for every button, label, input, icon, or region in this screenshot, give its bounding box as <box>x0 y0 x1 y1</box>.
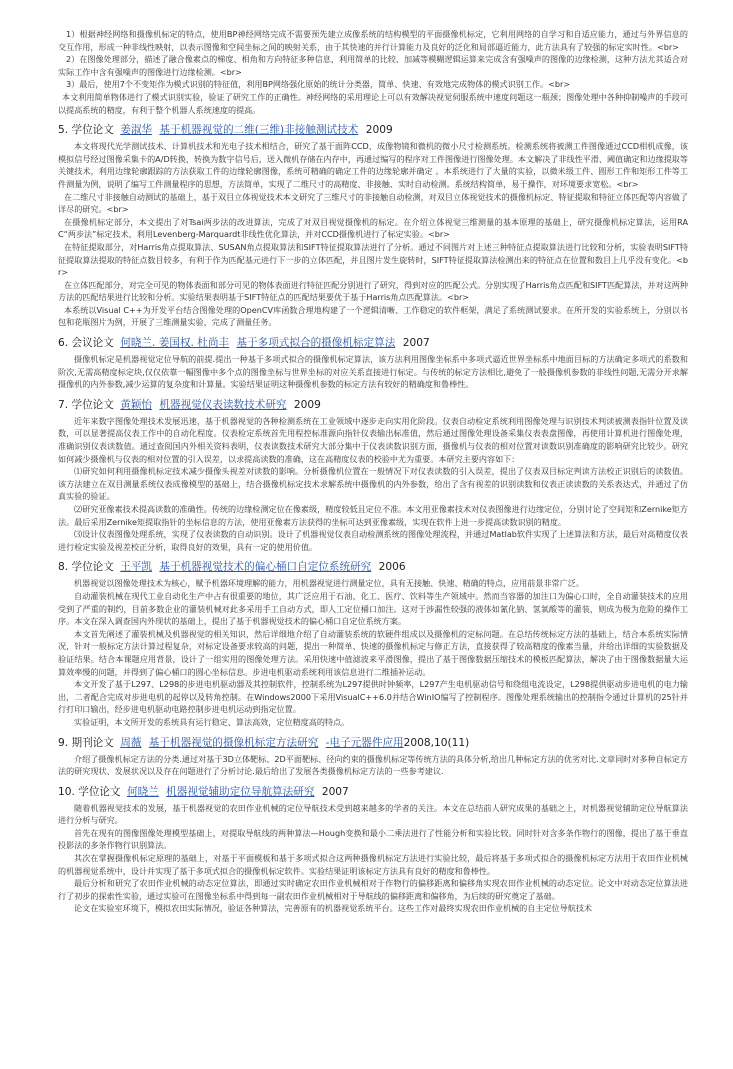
title-link[interactable]: 基于机器视觉技术的偏心桶口自定位系统研究 <box>159 561 372 574</box>
title-link[interactable]: 基于多项式拟合的摄像机标定算法 <box>236 337 396 350</box>
abstract-paragraph: 实验证明，本文所开发的系统具有运行稳定、算法高效，定位精度高的特点。 <box>74 716 350 727</box>
entry-number: 10. <box>58 785 75 798</box>
entry-title <box>58 736 688 750</box>
title-link[interactable]: 基于机器视觉的二维(三维)非接触测试技术 <box>159 124 359 137</box>
entry-number: 5. <box>58 124 69 137</box>
author-link[interactable]: 姜淑华 <box>120 124 153 137</box>
entry-type: 期刊论文 <box>71 736 114 749</box>
entry-number: 6. <box>58 337 69 350</box>
author-link[interactable]: 王平凯 <box>120 561 153 574</box>
intro-paragraph: 本文利用简单物体进行了模式识别实验，验证了研究工作的正确性。神经网络的采用理论上可以有效解决视觉伺服系统中速度问题这一瓶颈；图像处理中各种抑制噪声的手段可以提高系统的精度，有利于整个机器人系统速度的提高。 <box>58 91 688 115</box>
document-page <box>58 28 688 915</box>
title-link[interactable]: 机器视觉仪表读数技术研究 <box>159 398 287 411</box>
intro-paragraph: 2）在图像处理部分，描述了融合像素点的梯度、相角和方向特征多种信息，利用简单的比较、加减等模糊逻辑运算来完成含有强噪声的图像的边缘检测，这种方法尤其适合对实际工作中含有强噪声的图像进行边缘检测。<br> <box>58 54 688 77</box>
entry-number: 7. <box>58 398 69 411</box>
author-link[interactable]: 周薇 <box>120 736 142 749</box>
abstract-paragraph: 在立体匹配部分，对完全可见的物体表面和部分可见的物体表面进行特征匹配分别进行了研究，得到对应的匹配公式。分别实现了Harris角点匹配和SIFT匹配算法，并对这两种方法的匹配结果进行比较和分析。实验结果表明基于SIFT特征点的匹配结果要优于基于Harris角点匹配算法。<br> <box>58 279 688 303</box>
abstract-paragraph: 首先在现有的图像图像处理模型基础上，对提取导航线的两种算法—Hough变换和最小二乘法进行了性能分析和实验比较。同时针对含多条作物行的图像，提出了基于垂直投影法的多条作物行识别算法。 <box>58 827 688 851</box>
entry-number: 8. <box>58 561 69 574</box>
entry-type: 学位论文 <box>71 561 114 574</box>
abstract-paragraph: ⑴研究如何利用摄像机标定技术减少摄像头视差对读数的影响。分析摄像机位置在一般情况下对仪表读数的引入误差，提出了仪表双目标定判读方法校正识别后的读数值。该方法建立在双目测量系统仪表成像模型的基础上，结合摄像机标定技术求解系统中摄像机的内外参数，给出了含有视差的识别读数和仪表正读读数的关系表达式，并通过了仿真实验的验证。 <box>58 466 688 502</box>
entry-number: 9. <box>58 736 69 749</box>
entry-type: 会议论文 <box>71 337 114 350</box>
entry-year: 2008,10(11) <box>403 736 470 749</box>
abstract-paragraph: 本文首先阐述了灌装机械及机器视觉的相关知识，然后详细地介绍了自动灌装系统的软硬件组成以及摄像机的定标问题。在总结传统标定方法的基础上，结合本系统实际情况，针对一般标定方法计算过程复杂，对标定设备要求较高的问题，提出一种简单、快速的摄像机标定与修正方法，直接获得了较高精度的像素当量，并给出详细的实验数据及验证结果。结合本课题应用背景，设计了一组实用的图像处理方法。采用快速中值滤波来平滑图像，提出了基于图像数据压缩技术的模板匹配算法，解决了由于图像数据量大运算效率慢的问题，并得到了偏心桶口的圆心坐标信息。步进电机驱动系统利用该信息进行二维插补运动。 <box>58 628 688 677</box>
title-link[interactable]: 机器视觉辅助定位导航算法研究 <box>166 785 315 798</box>
abstract-paragraph: 本系统以Visual C++为开发平台结合图像处理的OpenCV库函数合理地构建了一个逻辑清晰、工作稳定的软件框架，满足了系统测试要求。在所开发的实验系统上，分别以书包和花瓶图片为例，开展了三维测量实验，完成了测量任务。 <box>58 304 688 328</box>
entry-year: 2009 <box>365 124 393 137</box>
intro-section <box>58 28 688 116</box>
entry-year: 2007 <box>321 785 349 798</box>
abstract-paragraph: 自动灌装机械在现代工业自动化生产中占有很重要的地位，其广泛应用于石油、化工、医疗、饮料等生产领域中。然而当容器的加注口为偏心口时，全自动灌装技术的应用受到了严重的制约，目前多数企业的灌装机械对此多采用手工自动方式，即人工定位桶口加注。这对于涉漏性较强的液体如氰化钠、氢氧酸等的灌装，则成为极为危险的操作工序。本文在深入调查国内外现状的基础上，提出了基于机器视觉技术的偏心桶口自定位系统方案。 <box>58 590 688 627</box>
entry-year: 2006 <box>378 561 406 574</box>
entry-type: 学位论文 <box>71 124 114 137</box>
abstract-paragraph: 本文将现代光学测试技术、计算机技术和光电子技术相结合，研究了基于面阵CCD、成像物镜和微机的微小尺寸检测系统。检测系统将被测工件图像通过CCD相机成像，该模拟信号经过图像采集卡的A/D转换，转换为数字信号后，送入微机存储在内存中，再通过编写的程序对工件图像进行图像处理。本文解决了非线性平滑、阈值确定和边缘提取等关键技术，利用边缘轮廓跟踪的方法获取工件的边缘轮廓图像，系统可精确的确定工件的边缘轮廓并确定 。本系统进行了大量的实验，以微米级工件、圆形工件和矩形工件等工件测量为例，说明了编写工件测量程序的思想，方法简单，实现了二维尺寸的高精度、非接触、实时自动检测。系统结构简单，易于操作，对环境要求宽松。<br> <box>58 141 688 189</box>
intro-paragraph: 3）最后，使用7个不变矩作为模式识别的特征值，利用BP网络强化原始的统计分类器，简单、快速、有效地完成物体的模式识别工作。<br> <box>66 79 571 90</box>
source-link[interactable]: -电子元器件应用 <box>325 736 404 749</box>
reference-entry-6 <box>58 336 688 391</box>
abstract-paragraph: 机器视觉以图像处理技术为核心，赋予机器环境理解的能力，用机器视觉进行测量定位，具有无接触、快速、精确的特点，应用前景非常广泛。 <box>74 578 584 589</box>
abstract-paragraph: 本文开发了基于L297、L298的步进电机驱动器及其控制软件，控制系统为L297提供时钟频率，L297产生电机驱动信号和绕组电流设定，L298提供驱动步进电机的电力输出，二者配合完成对步进电机的起停以及转角控制。在Windows2000下采用VisualC++6.0并结合WinIO编写了控制程序。图像处理系统输出的控制指令通过计算机的25针并行打印口输出，经步进电机驱动电路控制步进电机运动到指定位置。 <box>58 679 688 715</box>
entry-title <box>58 560 688 574</box>
reference-entry-5 <box>58 123 688 329</box>
abstract-paragraph: 摄像机标定是机器视觉定位导航的前提.提出一种基于多项式拟合的摄像机标定算法，该方法利用图像坐标系中多项式逼近世界坐标系中地面目标的方法确定多项式的系数和阶次,无需高精度标定块,仅仅依靠一幅图像中多个点的图像坐标与世界坐标的对应关系直接进行标定。与传统的标定方法相比,避免了一般摄像机参数的非线性问题,无需分开求解摄像机的内外参数,减少运算的复杂度和计算量。实验结果证明这种摄像机参数的标定方法有较好的精确度和鲁棒性。 <box>58 354 688 390</box>
entry-year: 2009 <box>293 398 321 411</box>
entry-year: 2007 <box>402 337 430 350</box>
abstract-paragraph: 介绍了摄像机标定方法的分类.通过对基于3D立体靶标、2D平面靶标、径向约束的摄像机标定等传统方法的具体分析,给出几种标定方法的优劣对比.文章同时对多种自标定方法的研究现状、发展状况以及存在问题进行了分析讨论.最后给出了发展各类摄像机标定方法的一些参考建议. <box>58 753 688 777</box>
entry-title <box>58 785 688 799</box>
entry-type: 学位论文 <box>71 398 114 411</box>
abstract-paragraph: 在特征提取部分，对Harris角点提取算法、SUSAN角点提取算法和SIFT特征提取算法进行了分析。通过不同图片对上述三种特征点提取算法进行比较和分析，实验表明SIFT特征提取算法提取的特征点数目较多，有利于作为匹配基元进行下一步的立体匹配，并且图片发生旋转时，SIFT特征提取算法检测出来的特征点在位置和数目上几乎没有变化。<br> <box>58 241 688 278</box>
abstract-paragraph: 随着机器视觉技术的发展，基于机器视觉的农田作业机械的定位导航技术受到越来越多的学者的关注。本文在总结前人研究成果的基础之上，对机器视觉辅助定位导航算法进行分析与研究。 <box>58 802 688 826</box>
intro-paragraph: 1）根据神经网络和摄像机标定的特点，使用BP神经网络完成不需要预先建立成像系统的结构模型的平面摄像机标定，它利用网络的自学习和自适应能力，通过与外界信息的交互作用，形成一种非线性映射，以表示图像和空间坐标之间的映射关系，由于其快速的并行计算能力及良好的泛化和局部逼近能力，此方法具有了较强的标定实时性。<br> <box>58 29 688 52</box>
entry-title <box>58 123 688 137</box>
abstract-paragraph: 在二维尺寸非接触自动测试的基础上，基于双目立体视觉技术本文研究了三维尺寸的非接触自动检测，对双目立体视觉技术的摄像机标定、特征提取和特征立体匹配等内容做了详尽的研究。<br> <box>58 191 688 215</box>
author-link[interactable]: 黄颖怡 <box>120 398 153 411</box>
reference-entry-8 <box>58 560 688 728</box>
abstract-paragraph: ⑶设计仪表图像处理系统，实现了仪表读数的自动识别。设计了机器视觉仪表自动检测系统的图像处理流程，并通过Matlab软件实现了上述算法和方法，最后对高精度仪表进行检定实验及视差校正分析，取得良好的效果，具有一定的使用价值。 <box>58 529 688 552</box>
author-link[interactable]: 何晓兰 <box>126 785 159 798</box>
abstract-paragraph: 论文在实验室环境下，模拟农田实际情况，验证各种算法，完善原有的机器视觉系统平台。这些工作对最终实现农田作业机械的自主定位导航技术 <box>74 903 593 914</box>
entry-title <box>58 398 688 412</box>
abstract-paragraph: 其次在掌握摄像机标定原理的基础上，对基于平面模板和基于多项式拟合这两种摄像机标定方法进行实验比较，最后将基于多项式拟合的摄像机标定方法用于农田作业机械的机器视觉系统中，设计并实现了基于多项式拟合的摄像机标定软件。实验结果证明该标定方法具有良好的精度和鲁棒性。 <box>58 853 688 876</box>
reference-entry-9 <box>58 736 688 778</box>
abstract-paragraph: ⑵研究亚像素技术提高读数的准确性。传统的边缘检测定位在像素级，精度较低且定位不准。本文用亚像素技术对仪表图像进行边缘定位，分别讨论了空间矩和Zernike矩方法。最后采用Zernike矩提取指针的坐标信息的方法，使用亚像素方法获得的坐标可达到亚像素级，实现在软件上进一步提高读数识别的精度。 <box>58 504 688 527</box>
entry-type: 学位论文 <box>78 785 121 798</box>
abstract-paragraph: 最后分析和研究了农田作业机械的动态定位算法，即通过实时确定农田作业机械相对于作物行的偏移距离和偏移角实现农田作业机械的动态定位。论文中对动态定位算法进行了初步的探索性实验，通过实验可在图像坐标系中得到每一副农田作业机械相对于导航线的偏移距离和偏移角，为后续的研究奠定了基础。 <box>58 878 688 901</box>
abstract-paragraph: 近年来数字图像处理技术发展迅速，基于机器视觉的各种检测系统在工业领域中逐步走向实用化阶段。仪表自动检定系统利用图像处理与识别技术判读被测表指针位置及读数，可以显著提高仪表工作中的自动化程度。仪表检定系统首先用程控标准源向指针仪表输出标准值，然后通过图像处理设备采集仪表表盘图像，再使用计算机进行图像处理，准确识别仪表读数值。通过查阅国内外相关资料表明，仪表读数技术研究大部分集中于仪表读数识别方面，摄像机与仪表的相对位置对读数识别准确度的影响研究比较少。研究如何减少摄像机与仪表的相对位置的引入误差，以求提高读数的准确，这在高精度仪表的校验中尤为重要。本研究主要内容如下： <box>58 415 688 464</box>
reference-entry-10 <box>58 785 688 915</box>
title-link[interactable]: 基于机器视觉的摄像机标定方法研究 <box>148 736 319 749</box>
reference-entry-7 <box>58 398 688 554</box>
author-link[interactable]: 何晓兰. 姜国权. 杜尚丰 <box>120 337 230 350</box>
abstract-paragraph: 在摄像机标定部分，本文提出了对Tsai两步法的改进算法，完成了对双目视觉摄像机的标定。在介绍立体视觉三维测量的基本原理的基础上，研究摄像机标定算法，运用RAC“两步法”标定技术，利用Levenberg-Marquardt非线性优化算法，并对CCD摄像机进行了标定实验。<br> <box>58 216 688 240</box>
entry-title <box>58 336 688 350</box>
